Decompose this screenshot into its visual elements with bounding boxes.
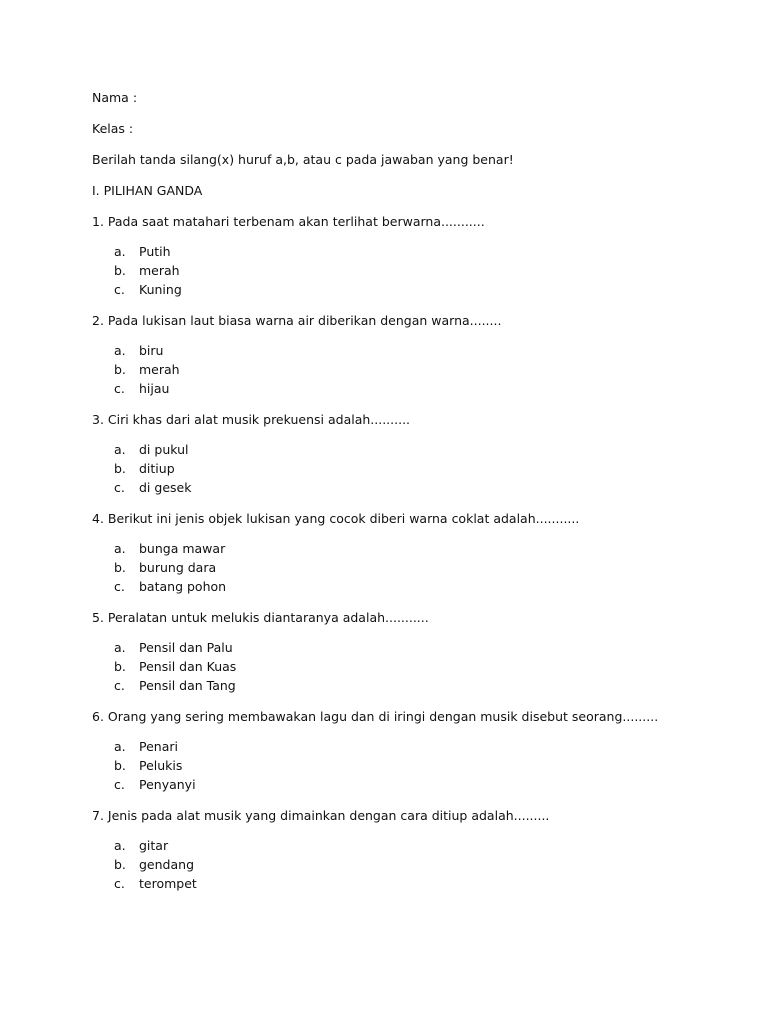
option-text: burung dara bbox=[139, 560, 217, 575]
option-text: di gesek bbox=[139, 480, 192, 495]
question-1-text: 1. Pada saat matahari terbenam akan terlihat berwarna........... bbox=[92, 214, 485, 229]
option-text: Pensil dan Tang bbox=[139, 678, 236, 693]
option-text: Pensil dan Palu bbox=[139, 640, 233, 655]
option-text: Putih bbox=[139, 244, 171, 259]
option-letter: b. bbox=[114, 461, 126, 476]
answer-option bbox=[114, 539, 732, 558]
answer-option bbox=[114, 638, 732, 657]
question-1-options bbox=[114, 242, 732, 299]
answer-option bbox=[114, 379, 732, 398]
option-text: batang pohon bbox=[139, 579, 227, 594]
option-letter: c. bbox=[114, 480, 125, 495]
question-7-options bbox=[114, 836, 732, 893]
option-text: ditiup bbox=[139, 461, 175, 476]
answer-option bbox=[114, 836, 732, 855]
option-letter: c. bbox=[114, 282, 125, 297]
option-text: Pelukis bbox=[139, 758, 183, 773]
option-letter: b. bbox=[114, 659, 126, 674]
class-label: Kelas : bbox=[92, 121, 134, 136]
option-text: di pukul bbox=[139, 442, 189, 457]
worksheet-page bbox=[92, 88, 732, 893]
question-list bbox=[92, 212, 732, 893]
answer-option bbox=[114, 737, 732, 756]
instruction-text: Berilah tanda silang(x) huruf a,b, atau c pada jawaban yang benar! bbox=[92, 152, 514, 167]
answer-option bbox=[114, 440, 732, 459]
answer-option bbox=[114, 558, 732, 577]
option-letter: c. bbox=[114, 777, 125, 792]
answer-option bbox=[114, 756, 732, 775]
question-6-text: 6. Orang yang sering membawakan lagu dan di iringi dengan musik disebut seorang......... bbox=[92, 709, 659, 724]
question-3-options bbox=[114, 440, 732, 497]
question-2-text: 2. Pada lukisan laut biasa warna air diberikan dengan warna........ bbox=[92, 313, 502, 328]
option-text: merah bbox=[139, 263, 180, 278]
answer-option bbox=[114, 775, 732, 794]
option-letter: a. bbox=[114, 244, 126, 259]
answer-option bbox=[114, 341, 732, 360]
option-letter: a. bbox=[114, 442, 126, 457]
option-letter: b. bbox=[114, 263, 126, 278]
option-letter: a. bbox=[114, 640, 126, 655]
option-text: terompet bbox=[139, 876, 197, 891]
option-text: merah bbox=[139, 362, 180, 377]
option-letter: c. bbox=[114, 678, 125, 693]
option-text: Penari bbox=[139, 739, 178, 754]
question-5-text: 5. Peralatan untuk melukis diantaranya adalah........... bbox=[92, 610, 429, 625]
option-text: gendang bbox=[139, 857, 194, 872]
option-text: Penyanyi bbox=[139, 777, 196, 792]
option-letter: a. bbox=[114, 838, 126, 853]
question-6-options bbox=[114, 737, 732, 794]
option-text: bunga mawar bbox=[139, 541, 226, 556]
option-text: biru bbox=[139, 343, 164, 358]
question-4-options bbox=[114, 539, 732, 596]
option-letter: b. bbox=[114, 758, 126, 773]
option-letter: a. bbox=[114, 343, 126, 358]
answer-option bbox=[114, 360, 732, 379]
answer-option bbox=[114, 657, 732, 676]
answer-option bbox=[114, 874, 732, 893]
answer-option bbox=[114, 459, 732, 478]
option-text: hijau bbox=[139, 381, 170, 396]
answer-option bbox=[114, 478, 732, 497]
question-7-text: 7. Jenis pada alat musik yang dimainkan dengan cara ditiup adalah......... bbox=[92, 808, 550, 823]
option-text: Kuning bbox=[139, 282, 182, 297]
option-letter: b. bbox=[114, 362, 126, 377]
option-letter: a. bbox=[114, 541, 126, 556]
answer-option bbox=[114, 855, 732, 874]
question-2-options bbox=[114, 341, 732, 398]
option-letter: b. bbox=[114, 857, 126, 872]
answer-option bbox=[114, 261, 732, 280]
answer-option bbox=[114, 676, 732, 695]
option-letter: b. bbox=[114, 560, 126, 575]
option-text: Pensil dan Kuas bbox=[139, 659, 237, 674]
option-text: gitar bbox=[139, 838, 169, 853]
name-label: Nama : bbox=[92, 90, 138, 105]
question-5-options bbox=[114, 638, 732, 695]
answer-option bbox=[114, 577, 732, 596]
question-3-text: 3. Ciri khas dari alat musik prekuensi adalah.......... bbox=[92, 412, 411, 427]
question-4-text: 4. Berikut ini jenis objek lukisan yang cocok diberi warna coklat adalah........... bbox=[92, 511, 580, 526]
section-title: I. PILIHAN GANDA bbox=[92, 183, 203, 198]
option-letter: c. bbox=[114, 579, 125, 594]
answer-option bbox=[114, 242, 732, 261]
answer-option bbox=[114, 280, 732, 299]
option-letter: a. bbox=[114, 739, 126, 754]
option-letter: c. bbox=[114, 381, 125, 396]
option-letter: c. bbox=[114, 876, 125, 891]
